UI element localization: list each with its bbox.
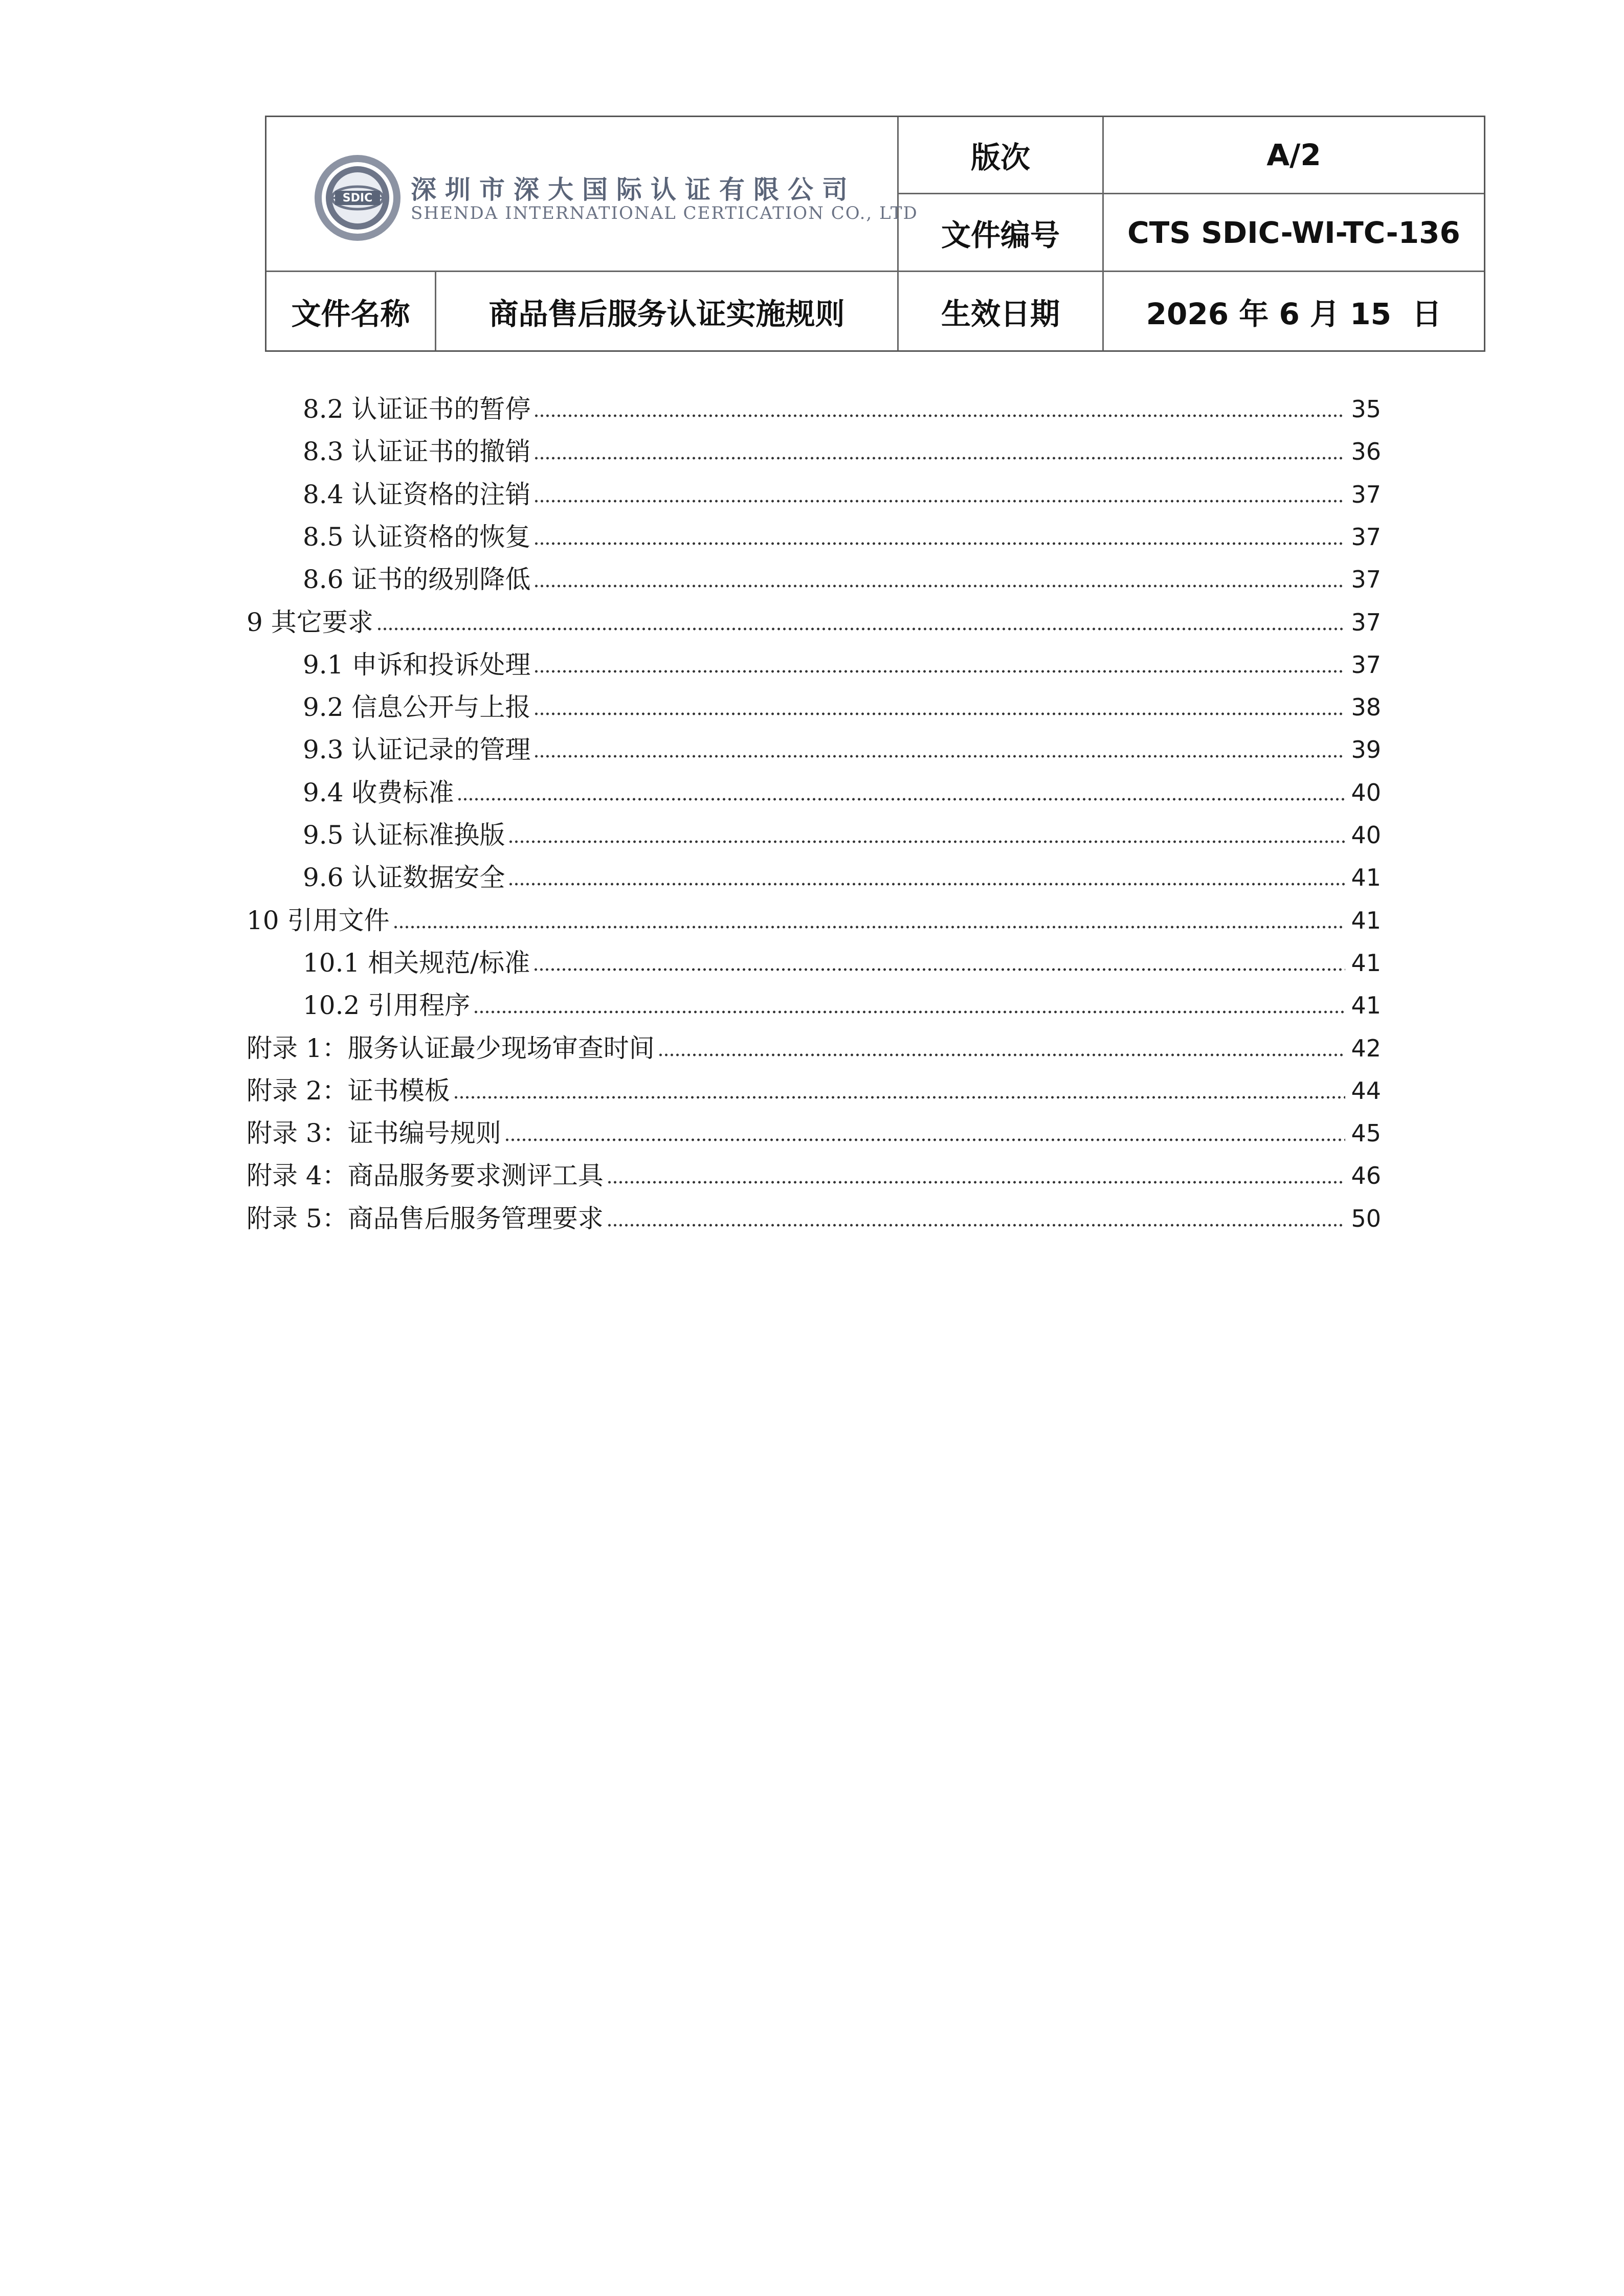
doc-name-label: 文件名称 [291,296,410,331]
toc-entry[interactable] [303,947,1381,979]
toc-entry[interactable] [303,733,1381,766]
toc-dot-leader [533,967,1345,972]
toc-entry[interactable] [303,435,1381,468]
toc-entry-label: 9.3 认证记录的管理 [303,735,531,765]
toc-entry-page-number: 35 [1351,395,1381,423]
toc-entry-page-number: 40 [1351,821,1381,849]
toc-entry[interactable] [247,606,1381,639]
toc-entry-label: 9.4 收费标准 [303,777,454,807]
toc-dot-leader [376,626,1345,632]
toc-dot-leader [508,882,1345,887]
toc-entry-label: 9 其它要求 [247,607,373,637]
company-name-en: SHENDA INTERNATIONAL CERTICATION CO., LTD [411,203,918,223]
sdic-seal-icon [313,153,403,243]
toc-dot-leader [473,1009,1345,1015]
toc-dot-leader [533,754,1345,759]
toc-entry-page-number: 37 [1351,650,1381,679]
toc-entry-page-number: 37 [1351,608,1381,636]
toc-dot-leader [453,1095,1345,1100]
toc-entry[interactable] [303,819,1381,851]
toc-entry-page-number: 41 [1351,864,1381,892]
toc-dot-leader [533,583,1345,589]
toc-entry[interactable] [303,648,1381,681]
doc-number-label: 文件编号 [941,217,1060,253]
toc-entry[interactable] [247,1159,1381,1192]
company-name-cn: 深圳市深大国际认证有限公司 [411,174,856,205]
version-value: A/2 [1266,138,1321,172]
toc-entry-page-number: 39 [1351,736,1381,764]
toc-entry[interactable] [247,1074,1381,1107]
toc-dot-leader [508,839,1345,844]
toc-entry[interactable] [303,776,1381,809]
toc-entry-page-number: 42 [1351,1034,1381,1062]
toc-entry[interactable] [247,904,1381,937]
toc-entry-label: 9.6 认证数据安全 [303,863,505,893]
toc-entry[interactable] [303,521,1381,553]
doc-number-value: CTS SDIC-WI-TC-136 [1127,215,1460,250]
doc-name-value: 商品售后服务认证实施规则 [488,296,845,331]
toc-dot-leader [533,499,1345,504]
toc-entry-page-number: 50 [1351,1204,1381,1232]
toc-dot-leader [457,797,1345,802]
toc-dot-leader [533,456,1345,461]
toc-entry-page-number: 40 [1351,778,1381,806]
toc-entry-label: 10.1 相关规范/标准 [303,948,530,978]
toc-entry[interactable] [247,1032,1381,1065]
toc-entry-page-number: 44 [1351,1076,1381,1105]
toc-entry-page-number: 41 [1351,992,1381,1020]
version-label: 版次 [970,140,1030,175]
toc-dot-leader [533,669,1345,674]
effective-date-value: 2026 年 6 月 15 日 [1146,296,1442,331]
toc-entry[interactable] [303,861,1381,894]
toc-entry-page-number: 36 [1351,438,1381,466]
toc-entry-label: 9.2 信息公开与上报 [303,692,531,723]
toc-entry[interactable] [303,691,1381,724]
toc-entry-label: 10.2 引用程序 [303,991,471,1021]
toc-dot-leader [607,1223,1345,1228]
toc-dot-leader [658,1052,1345,1057]
toc-entry-page-number: 37 [1351,480,1381,508]
company-logo [313,148,918,250]
toc-dot-leader [533,413,1345,418]
toc-entry[interactable] [247,1117,1381,1150]
logo-text: SDIC [342,192,373,205]
toc-entry-label: 附录 1：服务认证最少现场审查时间 [247,1033,655,1063]
toc-dot-leader [393,925,1345,930]
toc-entry-page-number: 37 [1351,566,1381,594]
toc-entry-label: 8.4 认证资格的注销 [303,479,531,509]
toc-entry-label: 9.1 申诉和投诉处理 [303,649,531,680]
toc-entry[interactable] [247,1202,1381,1235]
effective-date-label: 生效日期 [941,296,1060,331]
toc-entry-label: 附录 3：证书编号规则 [247,1118,501,1149]
toc-entry-label: 10 引用文件 [247,905,390,935]
toc-entry-label: 附录 2：证书模板 [247,1075,450,1106]
toc-dot-leader [533,711,1345,716]
toc-entry-page-number: 45 [1351,1119,1381,1147]
toc-entry[interactable] [303,989,1381,1022]
toc-entry-page-number: 41 [1351,906,1381,934]
toc-entry-label: 9.5 认证标准换版 [303,820,505,850]
toc-entry-page-number: 38 [1351,693,1381,722]
toc-entry-page-number: 46 [1351,1162,1381,1190]
toc-entry-label: 8.5 认证资格的恢复 [303,522,531,552]
toc-entry-label: 8.2 认证证书的暂停 [303,394,531,424]
toc-entry[interactable] [303,393,1381,425]
toc-dot-leader [504,1137,1345,1142]
toc-entry-label: 8.6 证书的级别降低 [303,565,531,595]
document-header-table [265,116,1485,352]
toc-entry-page-number: 41 [1351,949,1381,977]
toc-entry[interactable] [303,478,1381,511]
toc-entry[interactable] [303,563,1381,596]
toc-entry-label: 附录 5：商品售后服务管理要求 [247,1203,604,1233]
toc-dot-leader [533,541,1345,546]
toc-dot-leader [607,1180,1345,1185]
toc-entry-page-number: 37 [1351,523,1381,551]
toc-entry-label: 附录 4：商品服务要求测评工具 [247,1161,604,1191]
toc-entry-label: 8.3 认证证书的撤销 [303,437,531,467]
